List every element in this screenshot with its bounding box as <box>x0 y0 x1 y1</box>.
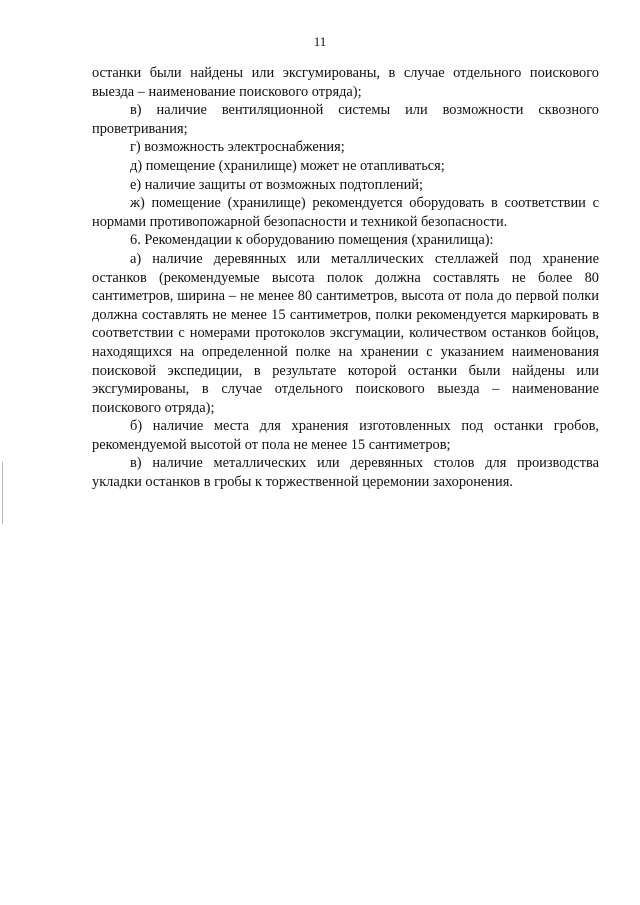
paragraph-item-g-power: г) возможность электроснабжения; <box>130 139 345 156</box>
paragraph-item-v-tables: в) наличие металлических или деревянных столов для производства укладки останков в гробы к торжественной церемонии захоронения. <box>92 455 599 491</box>
paragraph-item-d-heating: д) помещение (хранилище) может не отапливаться; <box>130 157 445 174</box>
scan-edge-mark <box>2 462 3 524</box>
paragraph-continuation: останки были найдены или эксгумированы, в случае отдельного поискового выезда – наименование поискового отряда); <box>92 65 599 100</box>
paragraph-item-b-coffins: б) наличие места для хранения изготовленных под останки гробов, рекомендуемой высотой от пола не менее 15 сантиметров; <box>92 418 599 453</box>
paragraph-item-a-shelves: а) наличие деревянных или металлических стеллажей под хранение останков (рекомендуемые высота полок должна составлять не более 80 сантиметров, ширина – не менее 80 сантиметров, высота от пола до первой полки должна составлять не менее 15 сантиметров, полки рекомендуется маркировать в соответствии с номерами протоколов эксгумации, количеством останков бойцов, находящихся на определенной полке на хранении с указанием наименования поисковой экспедиции, в результате которой останки были найдены или эксгумированы, в случае отдельного поискового выезда – наименование поискового отряда); <box>92 250 599 416</box>
paragraph-item-v-ventilation: в) наличие вентиляционной системы или возможности сквозного проветривания; <box>92 102 599 137</box>
paragraph-item-e-flooding: е) наличие защиты от возможных подтоплений; <box>130 176 423 193</box>
page-number: 11 <box>313 34 327 49</box>
paragraph-section-6-heading: 6. Рекомендации к оборудованию помещения (хранилища): <box>130 232 494 249</box>
paragraph-item-zh-safety: ж) помещение (хранилище) рекомендуется оборудовать в соответствии с нормами противопожарной безопасности и техникой безопасности. <box>92 195 599 230</box>
document-body <box>92 64 599 492</box>
